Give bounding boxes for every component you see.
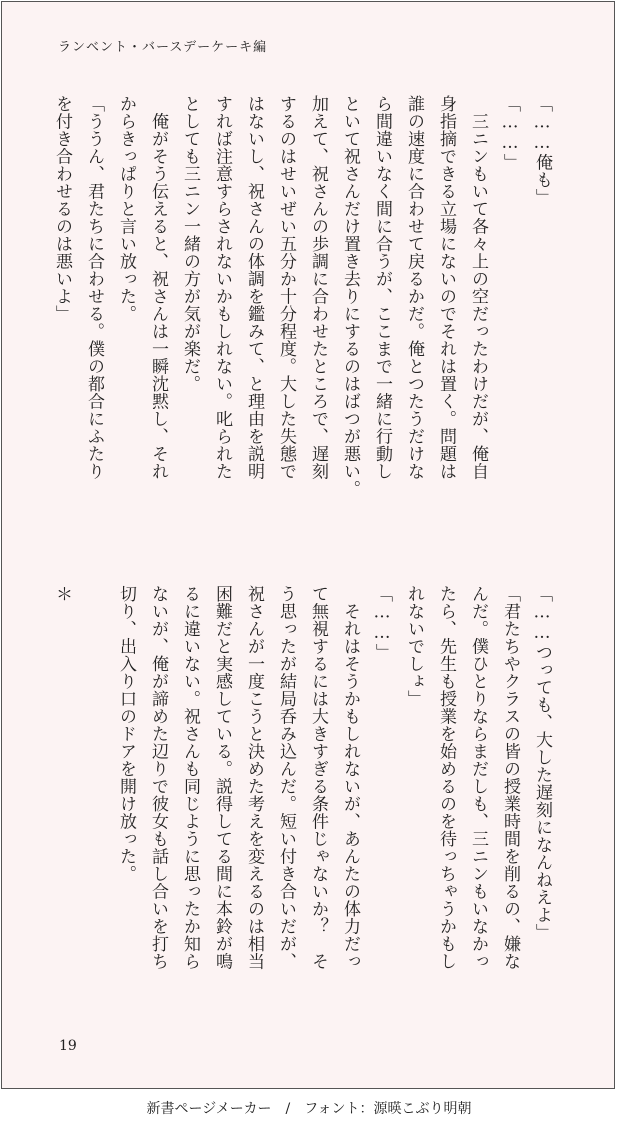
- footer-credit: 新書ページメーカー / フォント：源暎こぶり明朝: [146, 1101, 472, 1117]
- text-line: それはそうかもしれないが、あんたの体力だっ: [340, 585, 360, 970]
- text-line: 困難だと実感している。説得してる間に本鈴が鳴: [212, 585, 232, 970]
- text-line: う思ったが結局呑み込んだ。短い付き合いだが、: [276, 585, 296, 970]
- text-line: 切り、出入り口のドアを開け放った。: [116, 585, 136, 883]
- text-line: からきっぱりと言い放った。: [116, 95, 136, 323]
- text-line: を付き合わせるのは悪いよ」: [52, 95, 72, 323]
- text-line: [78, 585, 110, 1055]
- text-line: て無視するには大きすぎる条件じゃないか？ そ: [308, 585, 328, 970]
- text-line: ＊: [52, 585, 72, 603]
- text-line: ら間違いなく間に合うが、ここまで一緒に行動し: [372, 95, 392, 480]
- text-line: としても三ニン一緒の方が気が楽だ。: [180, 95, 200, 393]
- text-line: 「……」: [500, 95, 520, 171]
- page-sheet: [1, 1, 615, 1089]
- text-line: 祝さんが一度こうと決めた考えを変えるのは相当: [244, 585, 264, 970]
- text-line: はないし、祝さんの体調を鑑みて、と理由を説明: [244, 95, 264, 480]
- text-line: たら、先生も授業を始めるのを待っちゃうかもし: [436, 585, 456, 970]
- text-line: 「君たちやクラスの皆の授業時間を削るの、嫌な: [500, 585, 520, 970]
- running-header: ランベント・バースデーケーキ編: [58, 40, 268, 55]
- text-line: といて祝さんだけ置き去りにするのはばつが悪い。: [340, 95, 360, 498]
- text-line: 身指摘できる立場にないのでそれは置く。問題は: [436, 95, 456, 480]
- text-line: んだ。僕ひとりならまだしも、三ニンもいなかっ: [468, 585, 488, 970]
- text-line: 加えて、祝さんの歩調に合わせたところで、遅刻: [308, 95, 328, 480]
- text-line: 誰の速度に合わせて戻るかだ。俺とつたうだけな: [404, 95, 424, 480]
- text-line: 「ううん、君たちに合わせる。僕の都合にふたり: [84, 95, 104, 480]
- text-line: ないが、俺が諦めた辺りで彼女も話し合いを打ち: [148, 585, 168, 970]
- text-line: 「……俺も」: [532, 95, 552, 206]
- text-column-top: [52, 95, 558, 565]
- text-line: するのはせいぜい五分か十分程度。大した失態で: [276, 95, 296, 480]
- text-line: 「……つっても、大した遅刻になんねえよ」: [532, 585, 552, 941]
- text-line: 三ニンもいて各々上の空だったわけだが、俺自: [468, 95, 488, 480]
- text-line: すれば注意すらされないかもしれない。叱られた: [212, 95, 232, 480]
- text-line: 「……」: [372, 585, 392, 661]
- text-line: るに違いない。祝さんも同じように思ったか知ら: [180, 585, 200, 970]
- page-number: 19: [59, 1038, 77, 1054]
- text-line: 俺がそう伝えると、祝さんは一瞬沈黙し、それ: [148, 95, 168, 480]
- text-line: れないでしょ」: [404, 585, 424, 708]
